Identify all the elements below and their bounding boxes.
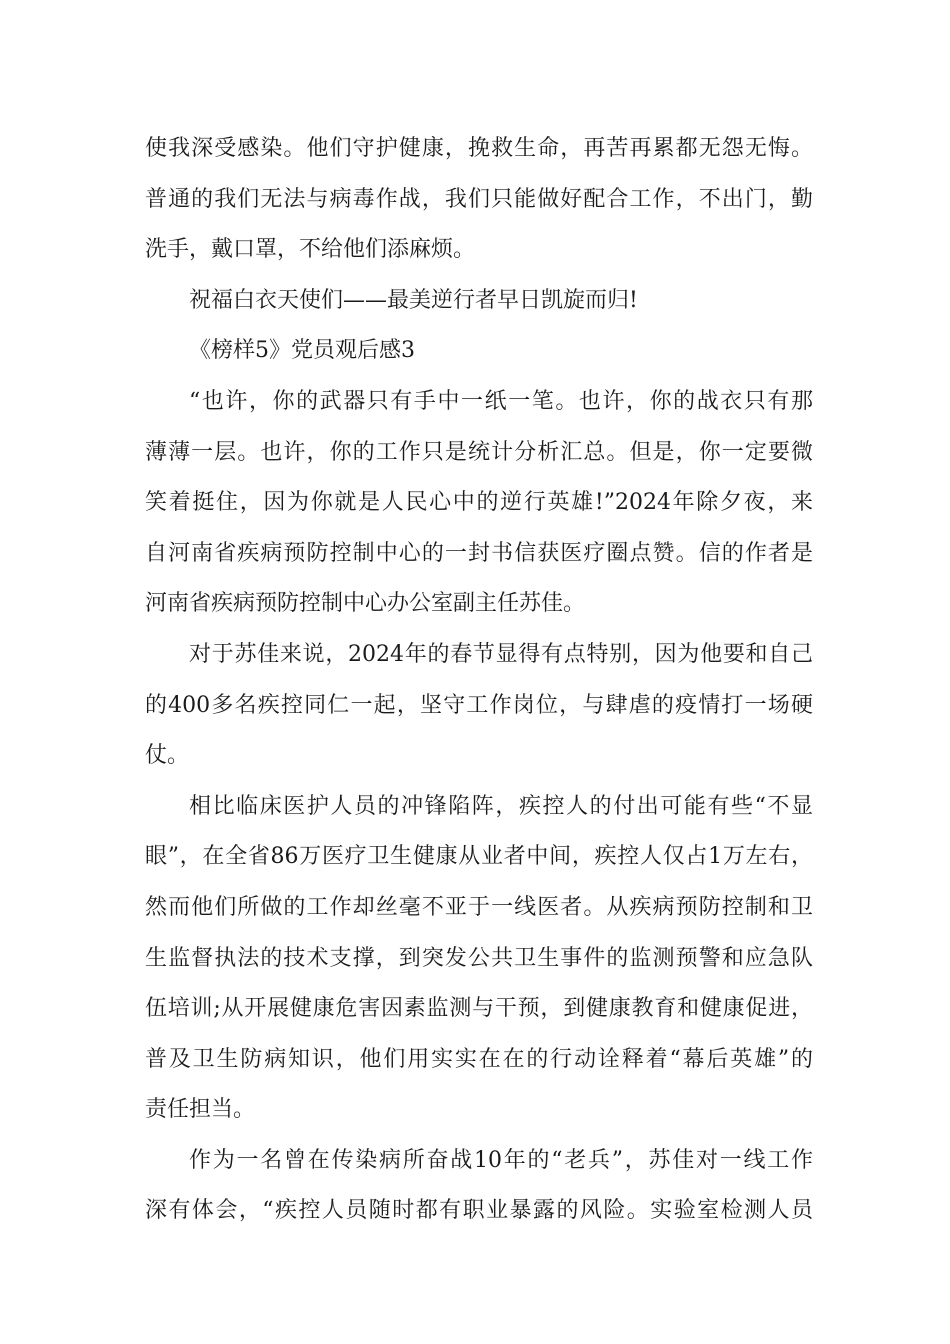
text-line: 对于苏佳来说，2024年的春节显得有点特别，因为他要和自己 xyxy=(189,641,813,667)
text-line: 相比临床医护人员的冲锋陷阵，疾控人的付出可能有些“不显 xyxy=(189,793,813,819)
text-line: 的400多名疾控同仁一起，坚守工作岗位，与肆虐的疫情打一场硬 xyxy=(145,692,813,718)
text-line: “也许，你的武器只有手中一纸一笔。也许，你的战衣只有那 xyxy=(189,388,813,414)
text-line: 作为一名曾在传染病所奋战10年的“老兵”，苏佳对一线工作 xyxy=(189,1147,813,1173)
section-heading: 《榜样5》党员观后感3 xyxy=(189,338,415,364)
text-line: 眼”，在全省86万医疗卫生健康从业者中间，疾控人仅占1万左右， xyxy=(145,844,813,870)
text-line: 仗。 xyxy=(145,743,190,769)
text-line: 伍培训;从开展健康危害因素监测与干预，到健康教育和健康促进， xyxy=(145,996,813,1022)
text-line: 洗手，戴口罩，不给他们添麻烦。 xyxy=(145,237,476,263)
text-line: 然而他们所做的工作却丝毫不亚于一线医者。从疾病预防控制和卫 xyxy=(145,894,813,920)
text-line: 责任担当。 xyxy=(145,1097,256,1123)
text-line: 使我深受感染。他们守护健康，挽救生命，再苦再累都无怨无悔。 xyxy=(145,136,813,161)
text-line: 笑着挺住，因为你就是人民心中的逆行英雄!”2024年除夕夜，来 xyxy=(145,490,813,516)
text-line: 薄薄一层。也许，你的工作只是统计分析汇总。但是，你一定要微 xyxy=(145,439,813,465)
text-line: 自河南省疾病预防控制中心的一封书信获医疗圈点赞。信的作者是 xyxy=(145,540,813,566)
document-body xyxy=(145,124,813,1237)
text-line: 普通的我们无法与病毒作战，我们只能做好配合工作，不出门，勤 xyxy=(145,186,813,212)
text-line: 深有体会，“疾控人员随时都有职业暴露的风险。实验室检测人员 xyxy=(145,1198,813,1224)
text-line: 生监督执法的技术支撑，到突发公共卫生事件的监测预警和应急队 xyxy=(145,945,813,971)
text-line: 普及卫生防病知识，他们用实实在在的行动诠释着“幕后英雄”的 xyxy=(145,1046,813,1072)
text-line: 河南省疾病预防控制中心办公室副主任苏佳。 xyxy=(145,591,586,617)
text-line: 祝福白衣天使们——最美逆行者早日凯旋而归! xyxy=(189,287,638,313)
